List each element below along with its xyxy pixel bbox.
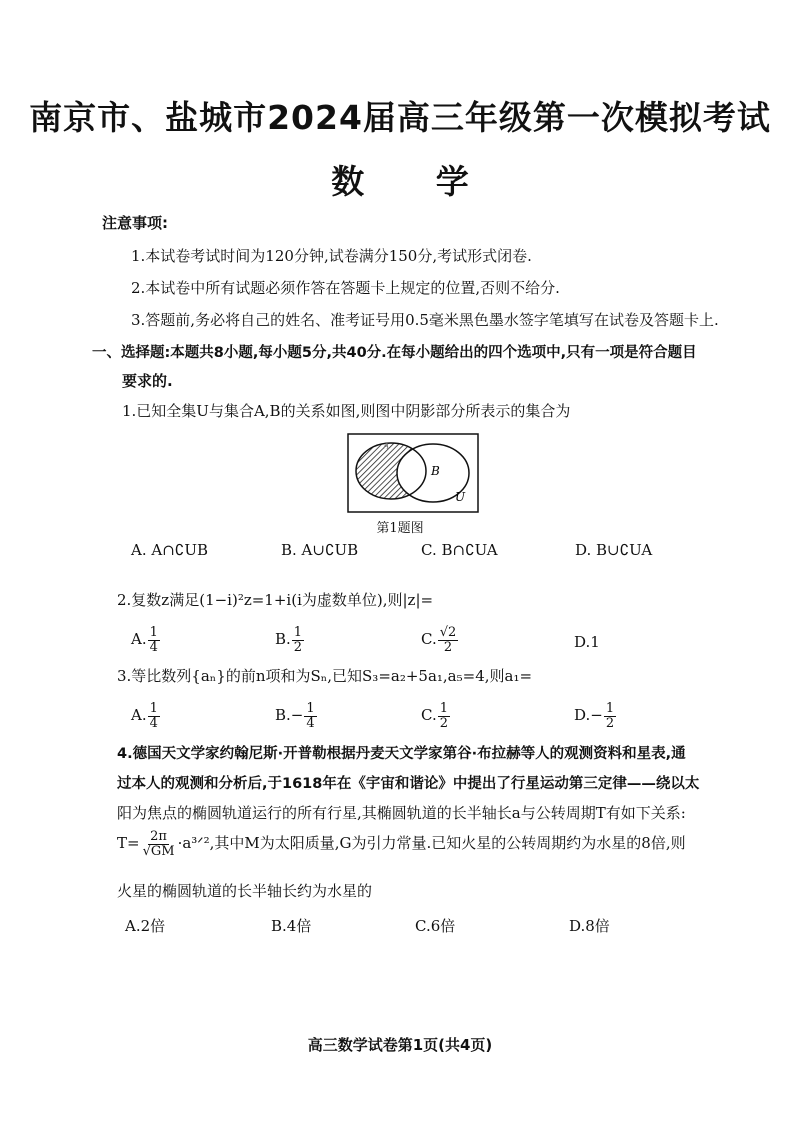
section1-heading: 一、选择题:本题共8小题,每小题5分,共40分.在每小题给出的四个选项中,只有一项是符合题目 (92, 345, 697, 361)
q4-option-a: A.2倍 (125, 917, 166, 935)
q1-stem: 1.已知全集U与集合A,B的关系如图,则图中阴影部分所表示的集合为 (122, 402, 571, 420)
q3-option-c: C. $\frac{1}{2}$ (421, 701, 448, 731)
label-u: U (455, 490, 466, 504)
q4-line-2: 过本人的观测和分析后,于1618年在《宇宙和谐论》中提出了行星运动第三定律——绕以太 (117, 776, 700, 792)
q4-formula-line: T= $\frac{2\pi}{√GM}$ ·a³ᐟ²,其中M为太阳质量,G为引力常量.已知火星的公转周期约为水星的8倍,则 (117, 829, 686, 859)
notice-item-1: 1.本试卷考试时间为120分钟,试卷满分150分,考试形式闭卷. (131, 247, 532, 265)
q1-option-c: C. B∩∁UA (421, 541, 498, 559)
notice-item-3: 3.答题前,务必将自己的姓名、准考证号用0.5毫米黑色墨水签字笔填写在试卷及答题卡上. (131, 311, 719, 329)
label-b: B (431, 464, 440, 478)
q1-option-d: D. B∪∁UA (575, 541, 653, 559)
q3-stem: 3.等比数列{aₙ}的前n项和为Sₙ,已知S₃=a₂+5a₁,a₅=4,则a₁= (117, 667, 533, 685)
label-a: A (383, 442, 390, 452)
page-footer: 高三数学试卷第1页(共4页) (307, 1036, 493, 1054)
q1-option-a: A. A∩∁UB (131, 541, 208, 559)
q3-option-b: B.− $\frac{1}{4}$ (275, 701, 315, 731)
notice-item-2: 2.本试卷中所有试题必须作答在答题卡上规定的位置,否则不给分. (131, 279, 560, 297)
subject-title: 数 学 (331, 162, 499, 201)
q2-stem: 2.复数z满足(1−i)²z=1+i(i为虚数单位),则|z|= (117, 591, 434, 609)
q1-figure-caption: 第1题图 (376, 521, 424, 536)
q1-option-b: B. A∪∁UB (281, 541, 359, 559)
q3-option-d: D.− $\frac{1}{2}$ (574, 701, 615, 731)
exam-title: 南京市、盐城市2024届高三年级第一次模拟考试 (29, 98, 771, 137)
q3-option-a: A. $\frac{1}{4}$ (131, 701, 158, 731)
q4-option-b: B.4倍 (271, 917, 312, 935)
q4-option-c: C.6倍 (415, 917, 456, 935)
q4-line-5: 火星的椭圆轨道的长半轴长约为水星的 (117, 882, 373, 900)
q2-option-d: D.1 (574, 633, 600, 651)
q4-line-1: 4.德国天文学家约翰尼斯·开普勒根据丹麦天文学家第谷·布拉赫等人的观测资料和星表,通 (117, 746, 686, 762)
q4-line-3: 阳为焦点的椭圆轨道运行的所有行星,其椭圆轨道的长半轴长a与公转周期T有如下关系: (117, 804, 686, 822)
q2-option-b: B. $\frac{1}{2}$ (275, 625, 303, 655)
notice-heading: 注意事项: (102, 214, 168, 232)
q2-option-c: C. $\frac{√2}{2}$ (421, 625, 457, 655)
q4-option-d: D.8倍 (569, 917, 610, 935)
q2-option-a: A. $\frac{1}{4}$ (131, 625, 158, 655)
section1-heading-cont: 要求的. (122, 372, 173, 390)
venn-diagram (347, 433, 479, 513)
